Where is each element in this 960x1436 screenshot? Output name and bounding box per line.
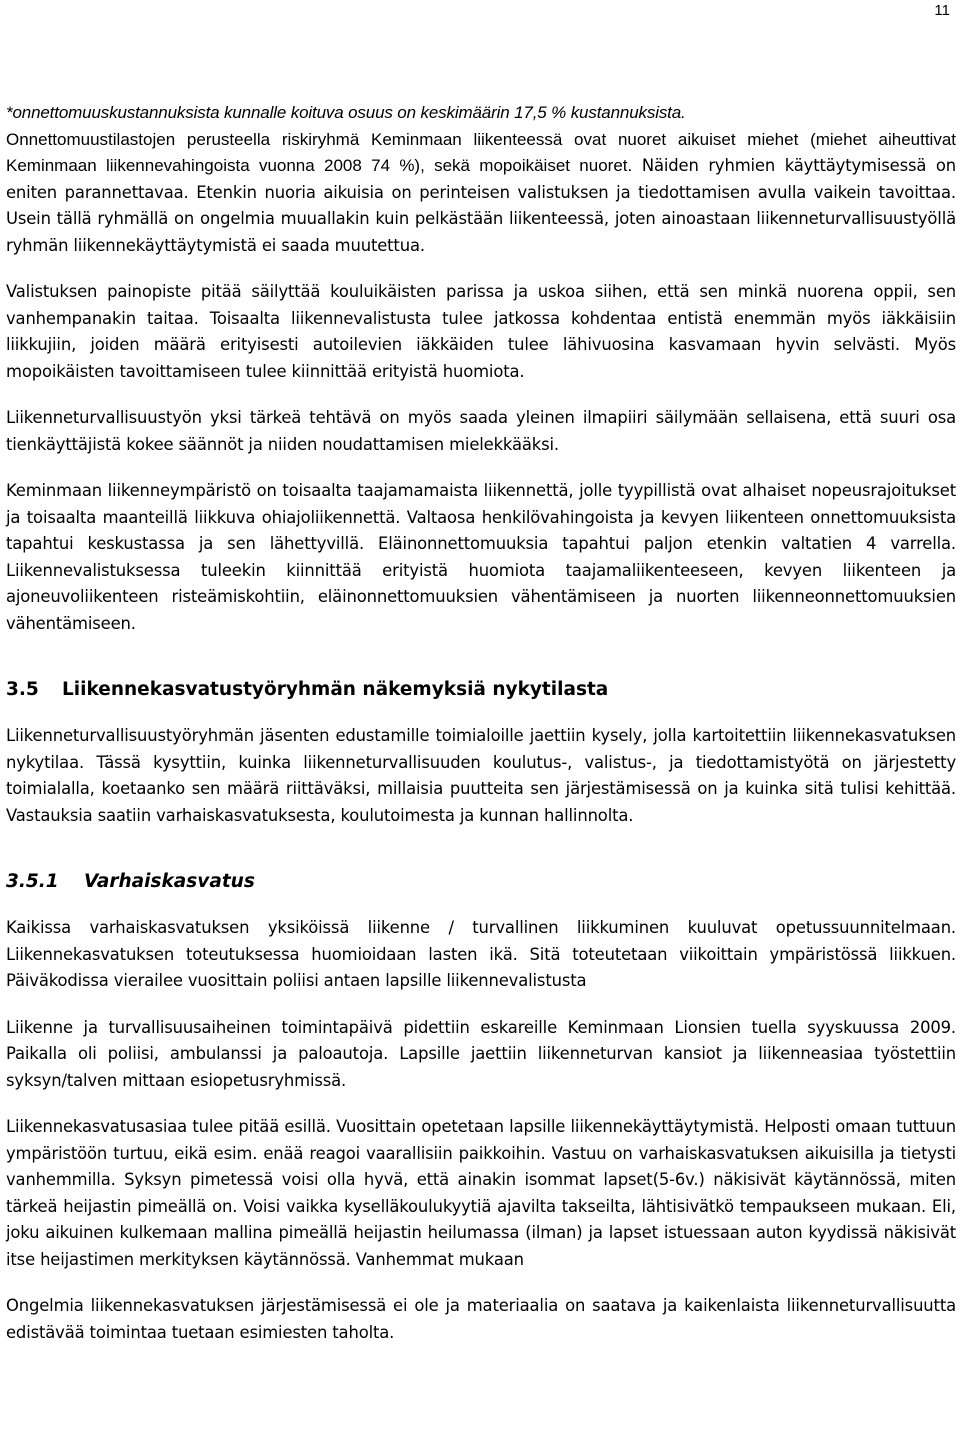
paragraph-toimintapaiva: Liikenne ja turvallisuusaiheinen toimintapäivä pidettiin eskareille Keminmaan Lionsien tuella syyskuussa 2009. Paikalla oli poliisi, ambulanssi ja paloautoja. Lapsille jaettiin liikenneturvan kansiot ja liikenneasiaa työstettiin syksyn/talven mittaan esiopetusryhmissä.: [6, 1017, 956, 1090]
paragraph-risk-groups-lead: Onnettomuustilastojen perusteella riskiryhmä Keminmaan liikenteessä ovat nuoret aikuiset miehet (miehet aiheuttivat Keminmaan liikennevahingoista vuonna 2008 74 %), sekä mopoikäiset nuoret.: [6, 129, 956, 175]
section-number: 3.5: [6, 679, 39, 700]
document-body: [6, 100, 956, 1346]
paragraph-valistus: Valistuksen painopiste pitää säilyttää kouluikäisten parissa ja uskoa siihen, että sen minkä nuorena oppii, sen vanhempanakin taitaa. Toisaalta liikennevalistusta tulee jatkossa kohdentaa entistä enemmän myös iäkkäisiin liikkujiin, joiden määrä erityisesti autoilevien iäkkäiden tulee lähivuosina kasvamaan hyvin selvästi. Myös mopoikäisten tavoittamiseen tulee kiinnittää erityistä huomiota.: [6, 282, 956, 381]
paragraph-ongelmia: Ongelmia liikennekasvatuksen järjestämisessä ei ole ja materiaalia on saatava ja kaikenlaista liikenneturvallisuutta edistävää toimintaa tuetaan esimiesten taholta.: [6, 1296, 956, 1342]
paragraph-liikenneymparisto: Keminmaan liikenneympäristö on toisaalta taajamamaista liikennettä, jolle tyypillistä ovat alhaiset nopeusrajoitukset ja toisaalta maanteillä liikkuva ohiajoliikennettä. Valtaosa henkilövahingoista ja kevyen liikenteen onnettomuuksista tapahtui keskustassa ja sen lähettyvillä. Eläinonnettomuuksia tapahtui paljon etenkin valtatien 4 varrella. Liikennevalistuksessa tuleekin kiinnittää erityistä huomiota taajamaliikenteeseen, kevyen liikenteen ja ajoneuvoliikenteen risteämiskohtiin, eläinonnettomuuksien vähentämiseen ja nuorten liikenneonnettomuuksien vähentämiseen.: [6, 481, 956, 633]
section-heading-3-5: [6, 677, 956, 703]
paragraph-heijastin: Liikennekasvatusasiaa tulee pitää esillä. Vuosittain opetetaan lapsille liikennekäyttäytymistä. Helposti omaan tuttuun ympäristöön turtuu, eikä esim. enää reagoi vaarallisiin paikkoihin. Vastuu on varhaiskasvatuksen aikuisilla ja tietysti vanhemmilla. Syksyn pimetessä voisi olla hyvä, että ainakin isommat lapset(5-6v.) näkisivät käytännössä, miten tärkeä heijastin pimeällä on. Voisi vaikka kyselläkoulukyytiä ajavilta takseilta, lähtisivätkö tempaukseen mukaan. Eli, joku aikuinen kulkemaan mallina pimeällä heijastin heilumassa (ilman) ja lapset istuessaan auton kyydissä näkisivät itse heijastimen merkityksen käytännössä. Vanhemmat mukaan: [6, 1117, 956, 1269]
paragraph-ilmapiiri: Liikenneturvallisuustyön yksi tärkeä tehtävä on myös saada yleinen ilmapiiri säilymään sellaisena, että suuri osa tienkäyttäjistä kokee säännöt ja niiden noudattamisen mielekkääksi.: [6, 408, 956, 454]
paragraph-risk-groups-rest: Näiden ryhmien käyttäytymisessä on eniten parannettavaa. Etenkin nuoria aikuisia on perinteisen valistuksen ja tiedottamisen avulla vaikein tavoittaa. Usein tällä ryhmällä on ongelmia muuallakin kuin pelkästään liikenteessä, joten ainoastaan liikenneturvallisuustyöllä ryhmän liikennekäyttäytymistä ei saada muutettua.: [6, 156, 956, 255]
subsection-number: 3.5.1: [6, 871, 59, 892]
footnote-paragraph: *onnettomuuskustannuksista kunnalle koituva osuus on keskimäärin 17,5 % kustannuksista.: [6, 103, 686, 122]
paragraph-risk-groups: [6, 127, 956, 260]
section-heading-3-5-1: [6, 869, 956, 895]
section-title: Liikennekasvatustyöryhmän näkemyksiä nykytilasta: [62, 679, 609, 700]
paragraph-opetussuunnitelma: Kaikissa varhaiskasvatuksen yksiköissä liikenne / turvallinen liikkuminen kuuluvat opetussuunnitelmaan. Liikennekasvatuksen toteutuksessa huomioidaan lasten ikä. Sitä toteutetaan viikoittain ympäristössä liikkuen. Päiväkodissa vierailee vuosittain poliisi antaen lapsille liikennevalistusta: [6, 918, 956, 990]
subsection-title: Varhaiskasvatus: [84, 871, 255, 892]
page-number: 11: [934, 2, 950, 19]
paragraph-kysely: Liikenneturvallisuustyöryhmän jäsenten edustamille toimialoille jaettiin kysely, jolla kartoitettiin liikennekasvatuksen nykytilaa. Tässä kysyttiin, kuinka liikenneturvallisuuden koulutus-, valistus-, ja tiedottamistyötä on järjestetty toimialalla, koetaanko sen määrä riittäväksi, millaisia puutteita sen järjestämisessä on ja kuinka sitä tulisi kehittää. Vastauksia saatiin varhaiskasvatuksesta, koulutoimesta ja kunnan hallinnolta.: [6, 726, 956, 825]
